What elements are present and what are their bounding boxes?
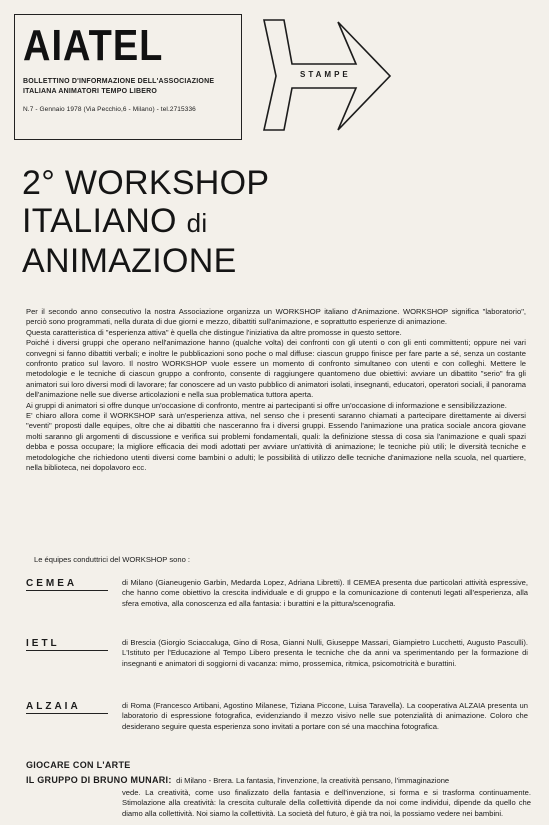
headline-line-1: 2° WORKSHOP	[22, 164, 270, 202]
stampe-label: STAMPE	[300, 70, 351, 79]
logo: AIATEL	[23, 21, 164, 71]
masthead	[14, 14, 242, 140]
section-subheading: IL GRUPPO DI BRUNO MUNARI:	[26, 775, 172, 785]
org-description: di Roma (Francesco Artibani, Agostino Milanese, Tiziana Piccone, Luisa Taravella). La cooperativa ALZAIA presenta un laboratorio di espressione fotografica, evidenziando il mezzo visivo nelle sue potenzialità di animazione. Coloro che desiderano seguire questa esperienza sono invitati a portare con sé una macchina fotografica.	[122, 701, 528, 731]
paragraph-workshop: E' chiaro allora come il WORKSHOP sarà un'esperienza attiva, nel senso che i presenti saranno chiamati a partecipare direttamente ai diversi "eventi" proposti dalle equipes, oltre che ai dibattiti che nasceranno fra i diversi gruppi. Essendo l'animazione una pratica sociale ancora giovane molti saranno gli argomenti di discussione e verifica sui problemi fondamentali, quali: la definizione stessa di cosa sia l'animazione e quali spazi debba e possa occupare; la migliore efficacia dei modi adottati per avviare un'attività di animazione; le tecniche più utili; le diversità tecniche e metodologiche che richiedono utenti diversi come bambini o adulti; le possibilità di utilizzo delle tecniche d'animazione nella scuola, nel quartiere, nella biblioteca, nei dopolavoro ecc.	[26, 411, 526, 473]
stampe-arrow	[262, 18, 392, 132]
paragraph-gruppi: Poiché i diversi gruppi che operano nell'animazione hanno (qualche volta) dei confronti con gli utenti o con gli enti committenti; oppure nei vari convegni si fanno dibattiti verbali; e inoltre le pubblicazioni sono poche o mal diffuse: ciascun gruppo finisce per fare parte a sé, senza un costante confronto pratico sul lavoro. Il nostro WORKSHOP vuole essere un momento di confronto simultaneo con utenti e con colleghi. Mettere le metodologie e le tecniche di ciascun gruppo a confronto, consente di raggiungere quantomeno due obiettivi: avviare un dibattito "serio" fra gli animatori sui loro diversi modi di lavorare; far conoscere ad un vasto pubblico di animatori isolati, insegnanti, educatori, operatori sociali, il panorama dell'animazione nelle sue diverse articolazioni e nella sua problematica tuttora aperta.	[26, 338, 526, 400]
section-heading: GIOCARE CON L'ARTE	[26, 760, 131, 770]
org-name: IETL	[26, 638, 108, 651]
subtitle-line-2: ITALIANA ANIMATORI TEMPO LIBERO	[23, 88, 158, 95]
paragraph-intro: Per il secondo anno consecutivo la nostra Associazione organizza un WORKSHOP italiano d'Animazione. WORKSHOP significa "laboratorio", perciò sono programmati, nella durata di due giorni e mezzo, dibattiti sull'animazione, e soprattutto esperienze di animazione.	[26, 307, 526, 327]
headline-word-di: di	[186, 208, 208, 238]
headline-line-3: ANIMAZIONE	[22, 242, 237, 280]
subtitle-line-1: BOLLETTINO D'INFORMAZIONE DELL'ASSOCIAZIONE	[23, 78, 215, 85]
article-body	[26, 307, 526, 474]
equipes-intro: Le équipes conduttrici del WORKSHOP sono :	[34, 555, 191, 564]
headline-line-2	[22, 202, 422, 242]
org-description: di Brescia (Giorgio Sciaccaluga, Gino di Rosa, Gianni Nulli, Giuseppe Massari, Giampietro Lucchetti, Augusto Pasculli). L'Istituto per l'Educazione al Tempo Libero presenta le tecniche che da anni va sperimentando per la formazione di insegnanti e animatori di soggiorni di vacanza: mimo, prossemica, ritmica, psicomotricità e burattini.	[122, 638, 528, 668]
masthead-subtitle	[23, 77, 233, 97]
paragraph-esperienza: Questa caratteristica di "esperienza attiva" è quella che distingue l'iniziativa da altre promosse in questo settore.	[26, 327, 402, 337]
headline-word-italiano: ITALIANO	[22, 202, 177, 240]
org-name: CEMEA	[26, 578, 108, 591]
org-name: ALZAIA	[26, 701, 108, 714]
headline	[22, 164, 422, 280]
org-description: di Milano (Gianeugenio Garbin, Medarda Lopez, Adriana Libretti). Il CEMEA presenta due particolari attività espressive, che hanno come obiettivo la crescita individuale e di gruppo e la comunicazione di contenuti legati all'esperienza, alla sfera emotiva, alla conoscenza ed alla fantasia: i burattini e la pittura/scenografia.	[122, 578, 528, 608]
munari-description: vede. La creatività, come uso finalizzato della fantasia e dell'invenzione, si forma e si trasforma continuamente. Stimolazione alla creatività: la crescita culturale della collettività dipende da noi come individui, dipende da quello che diamo alla collettività. Noi siamo la collettività. La società del futuro, è già tra noi, la possiamo vedere nei bambini.	[122, 788, 531, 818]
issue-info: N.7 - Gennaio 1978 (Via Pecchio,6 - Milano) - tel.2715336	[23, 106, 196, 113]
munari-lead-line	[26, 770, 531, 788]
section-munari	[26, 760, 531, 819]
paragraph-confronto: Ai gruppi di animatori si offre dunque un'occasione di confronto, mentre ai partecipanti si offre un'occasione di informazione e sensibilizzazione.	[26, 400, 507, 410]
munari-lead: di Milano - Brera. La fantasia, l'invenzione, la creatività pensano, l'immaginazione	[176, 776, 450, 785]
